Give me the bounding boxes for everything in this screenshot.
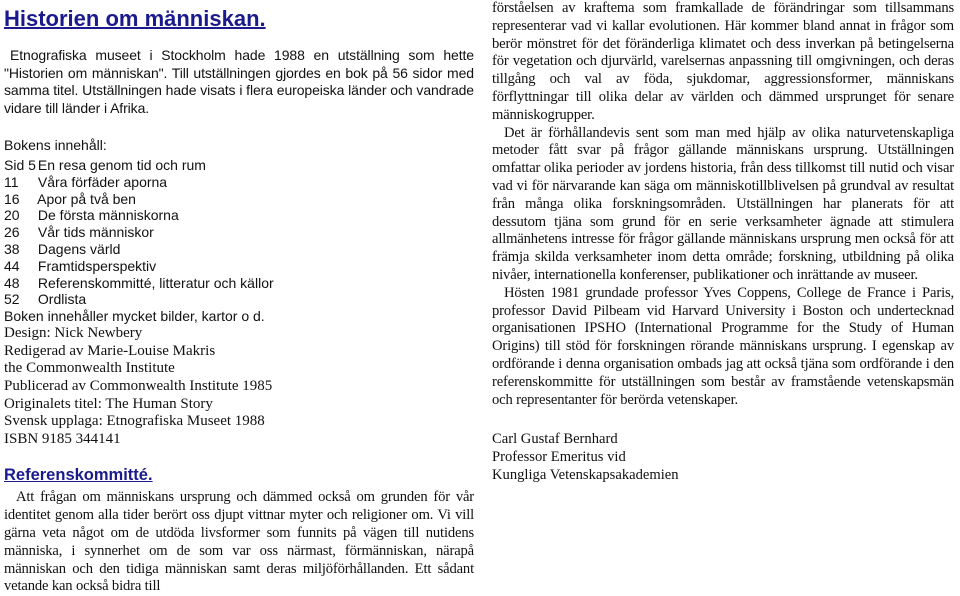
toc-text: Apor på två ben — [37, 190, 136, 207]
table-of-contents — [4, 157, 474, 308]
contents-note: Boken innehåller mycket bilder, kartor o d. — [4, 308, 265, 325]
committee-text-left: Att frågan om människans ursprung och dämmed också om grunden för vår identitet genom alla tider berört oss djupt vittnar myter och religioner om. Vi vill gärna veta något om de utdöda livsformer som funnits på vägen till nutidens människa, i synnerhet om de som var oss närmast, förmänniskan, närapå människan och den tidiga människan samt deras miljöförhållanden. Ett sådant vetande kan också bidra till — [4, 489, 474, 595]
toc-page: Sid 5 — [4, 157, 36, 173]
credit-line: Publicerad av Commonwealth Institute 1985 — [4, 377, 273, 394]
toc-item — [4, 275, 474, 292]
toc-item — [4, 291, 474, 308]
toc-item — [4, 241, 474, 258]
intro-paragraph: Etnografiska museet i Stockholm hade 1988 en utställning som hette "Historien om människan". Till utställningen gjordes en bok på 56 sidor med samma titel. Utställningen hade visats i flera europeiska länder och vandrade vidare till länder i Afrika. — [4, 47, 474, 116]
page-title: Historien om människan. — [4, 6, 266, 31]
contents-heading: Bokens innehåll: — [4, 137, 107, 153]
toc-page: 11 — [4, 173, 19, 190]
credit-line: the Commonwealth Institute — [4, 360, 175, 377]
toc-text: Dagens värld — [37, 240, 121, 257]
toc-item — [4, 224, 474, 241]
committee-heading: Referenskommitté. — [4, 466, 153, 485]
toc-item — [4, 207, 474, 224]
toc-text: En resa genom tid och rum — [37, 157, 206, 173]
credit-line: Svensk upplaga: Etnografiska Museet 1988 — [4, 413, 265, 430]
toc-text: Ordlista — [37, 291, 87, 308]
left-column — [4, 0, 474, 596]
toc-page: 44 — [4, 257, 20, 274]
toc-item — [4, 191, 474, 208]
committee-paragraph: förståelsen av kraftema som framkallade de förändringar som tillsammans representerar vad vi kallar evolutionen. Här kommer bland annat in frågor som berör mönstret för det föränderliga klimatet och dess inverkan på betingelserna för vegetation och djurvärld, varelsernas anpassning till omgivningen, och deras tillgång och val av föda, sjukdomar, aggressionsformer, människans förflyttningar till olika delar av världen och dämmed ursprunget för senare människogrupper. — [492, 0, 954, 123]
committee-paragraph: Hösten 1981 grundade professor Yves Coppens, College de France i Paris, professor David Pilbeam vid Harvard University i Boston och undertecknad organisationen IPSHO (International Programme for the Study of Human Origins) till stöd för forskningen rörande människans ursprung. I egenskap av ordförande i denna organisation ombads jag att också tjäna som ordförande i den referenskommitte för utställningen som består av framstående vetenskapsmän och representanter för berörda vetenskaper. — [492, 284, 954, 408]
toc-text: Vår tids människor — [37, 224, 154, 241]
toc-page: 38 — [4, 240, 20, 257]
credit-line: Redigerad av Marie-Louise Makris — [4, 342, 216, 359]
right-column — [492, 0, 954, 485]
toc-page: 16 — [4, 190, 20, 207]
signature-name: Carl Gustaf Bernhard — [492, 431, 618, 448]
committee-paragraph: Det är förhållandevis sent som man med hjälp av olika naturvetenskapliga metoder fått svar på frågor gällande människans ursprung. Utställningen omfattar olika perioder av jordens historia, från dess tillkomst till nutid och visar vad vi för närvarande kan säga om människotillblivelsen på grundval av resultat från många olika forskningsområden. Utställningen har planerats för att dessutom tjäna som grund för en serie verksamheter ägnade att stimulera allmänhetens intresse för frågor gällande människans ursprung men också för att främja skilda verksamheter inom detta område; forskning, utbildning på olika nivåer, internationella konferenser, publikationer och inrättande av museer. — [492, 124, 954, 283]
signature-role: Professor Emeritus vid — [492, 449, 626, 466]
toc-page: 20 — [4, 207, 20, 224]
toc-item — [4, 258, 474, 275]
credit-line: Originalets titel: The Human Story — [4, 395, 213, 412]
toc-text: Referenskommitté, litteratur och källor — [37, 274, 274, 291]
signature-institution: Kungliga Vetenskapsakademien — [492, 466, 679, 483]
toc-page: 52 — [4, 291, 20, 308]
credit-line: ISBN 9185 344141 — [4, 430, 121, 447]
toc-text: Våra förfäder aporna — [37, 173, 168, 190]
signature-block — [492, 431, 954, 484]
toc-page: 26 — [4, 224, 20, 241]
toc-page: 48 — [4, 274, 20, 291]
toc-item — [4, 157, 474, 174]
toc-text: Framtidsperspektiv — [37, 257, 157, 274]
credit-line: Design: Nick Newbery — [4, 325, 143, 342]
toc-text: De första människorna — [37, 207, 179, 224]
toc-item — [4, 174, 474, 191]
credits-block — [4, 325, 474, 448]
